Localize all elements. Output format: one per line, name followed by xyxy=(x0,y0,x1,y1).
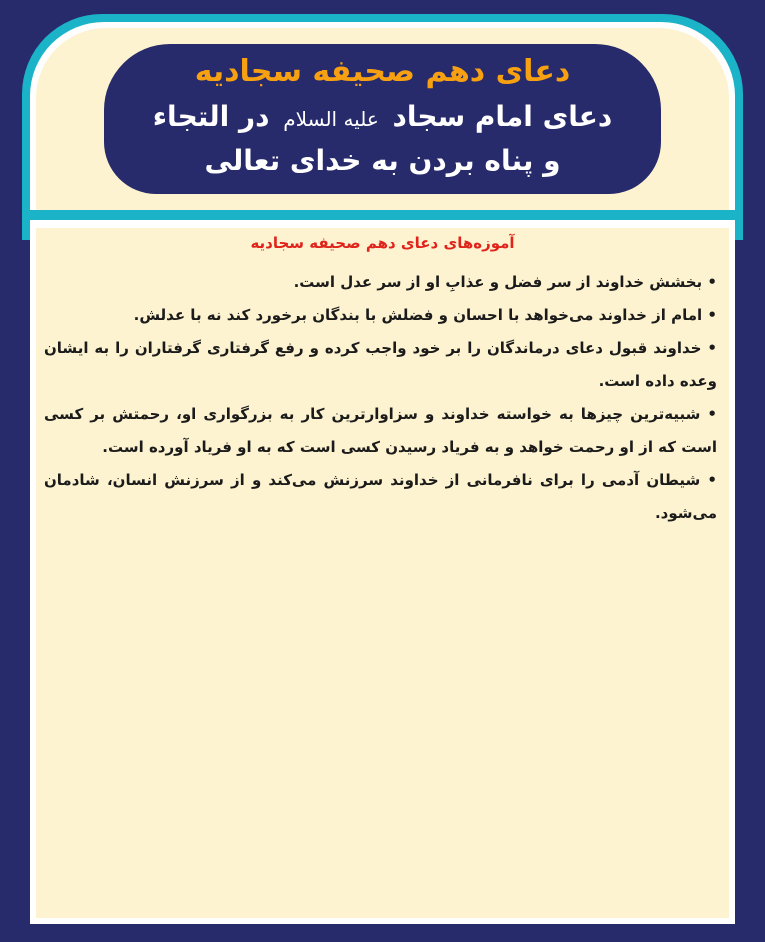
subtitle-line-2: و پناه بردن به خدای تعالی xyxy=(204,144,561,177)
content-panel xyxy=(36,228,729,918)
list-item: • خداوند قبول دعای درماندگان را بر خود واجب کرده و رفع گرفتاری گرفتاران را به ایشان وعده داده است. xyxy=(44,332,717,398)
subtitle-after-honorific: در التجاء xyxy=(152,100,270,133)
list-item: • امام از خداوند می‌خواهد با احسان و فضلش با بندگان برخورد کند نه با عدلش. xyxy=(44,299,717,332)
section-title: آموزه‌های دعای دهم صحیفه سجادیه xyxy=(250,234,515,252)
page-title: دعای دهم صحیفه سجادیه xyxy=(194,54,571,89)
honorific-text: عليه السلام xyxy=(283,107,379,131)
subtitle-before-honorific: دعای امام سجاد xyxy=(392,100,613,133)
teachings-list xyxy=(44,266,717,530)
subtitle-line-1 xyxy=(104,100,661,133)
list-item: • شیطان آدمی را برای نافرمانی از خداوند سرزنش می‌کند و از سرزنش انسان، شادمان می‌شود. xyxy=(44,464,717,530)
separator-band-cyan xyxy=(30,210,735,220)
list-item: • بخشش خداوند از سر فضل و عذابِ او از سر عدل است. xyxy=(44,266,717,299)
title-banner xyxy=(104,44,661,194)
list-item: • شبیه‌ترین چیزها به خواسته خداوند و سزاوارترین کار به بزرگواری او، رحمتش بر کسی است که از او رحمت خواهد و به فریاد رسیدن کسی است که به او فریاد آورده است. xyxy=(44,398,717,464)
